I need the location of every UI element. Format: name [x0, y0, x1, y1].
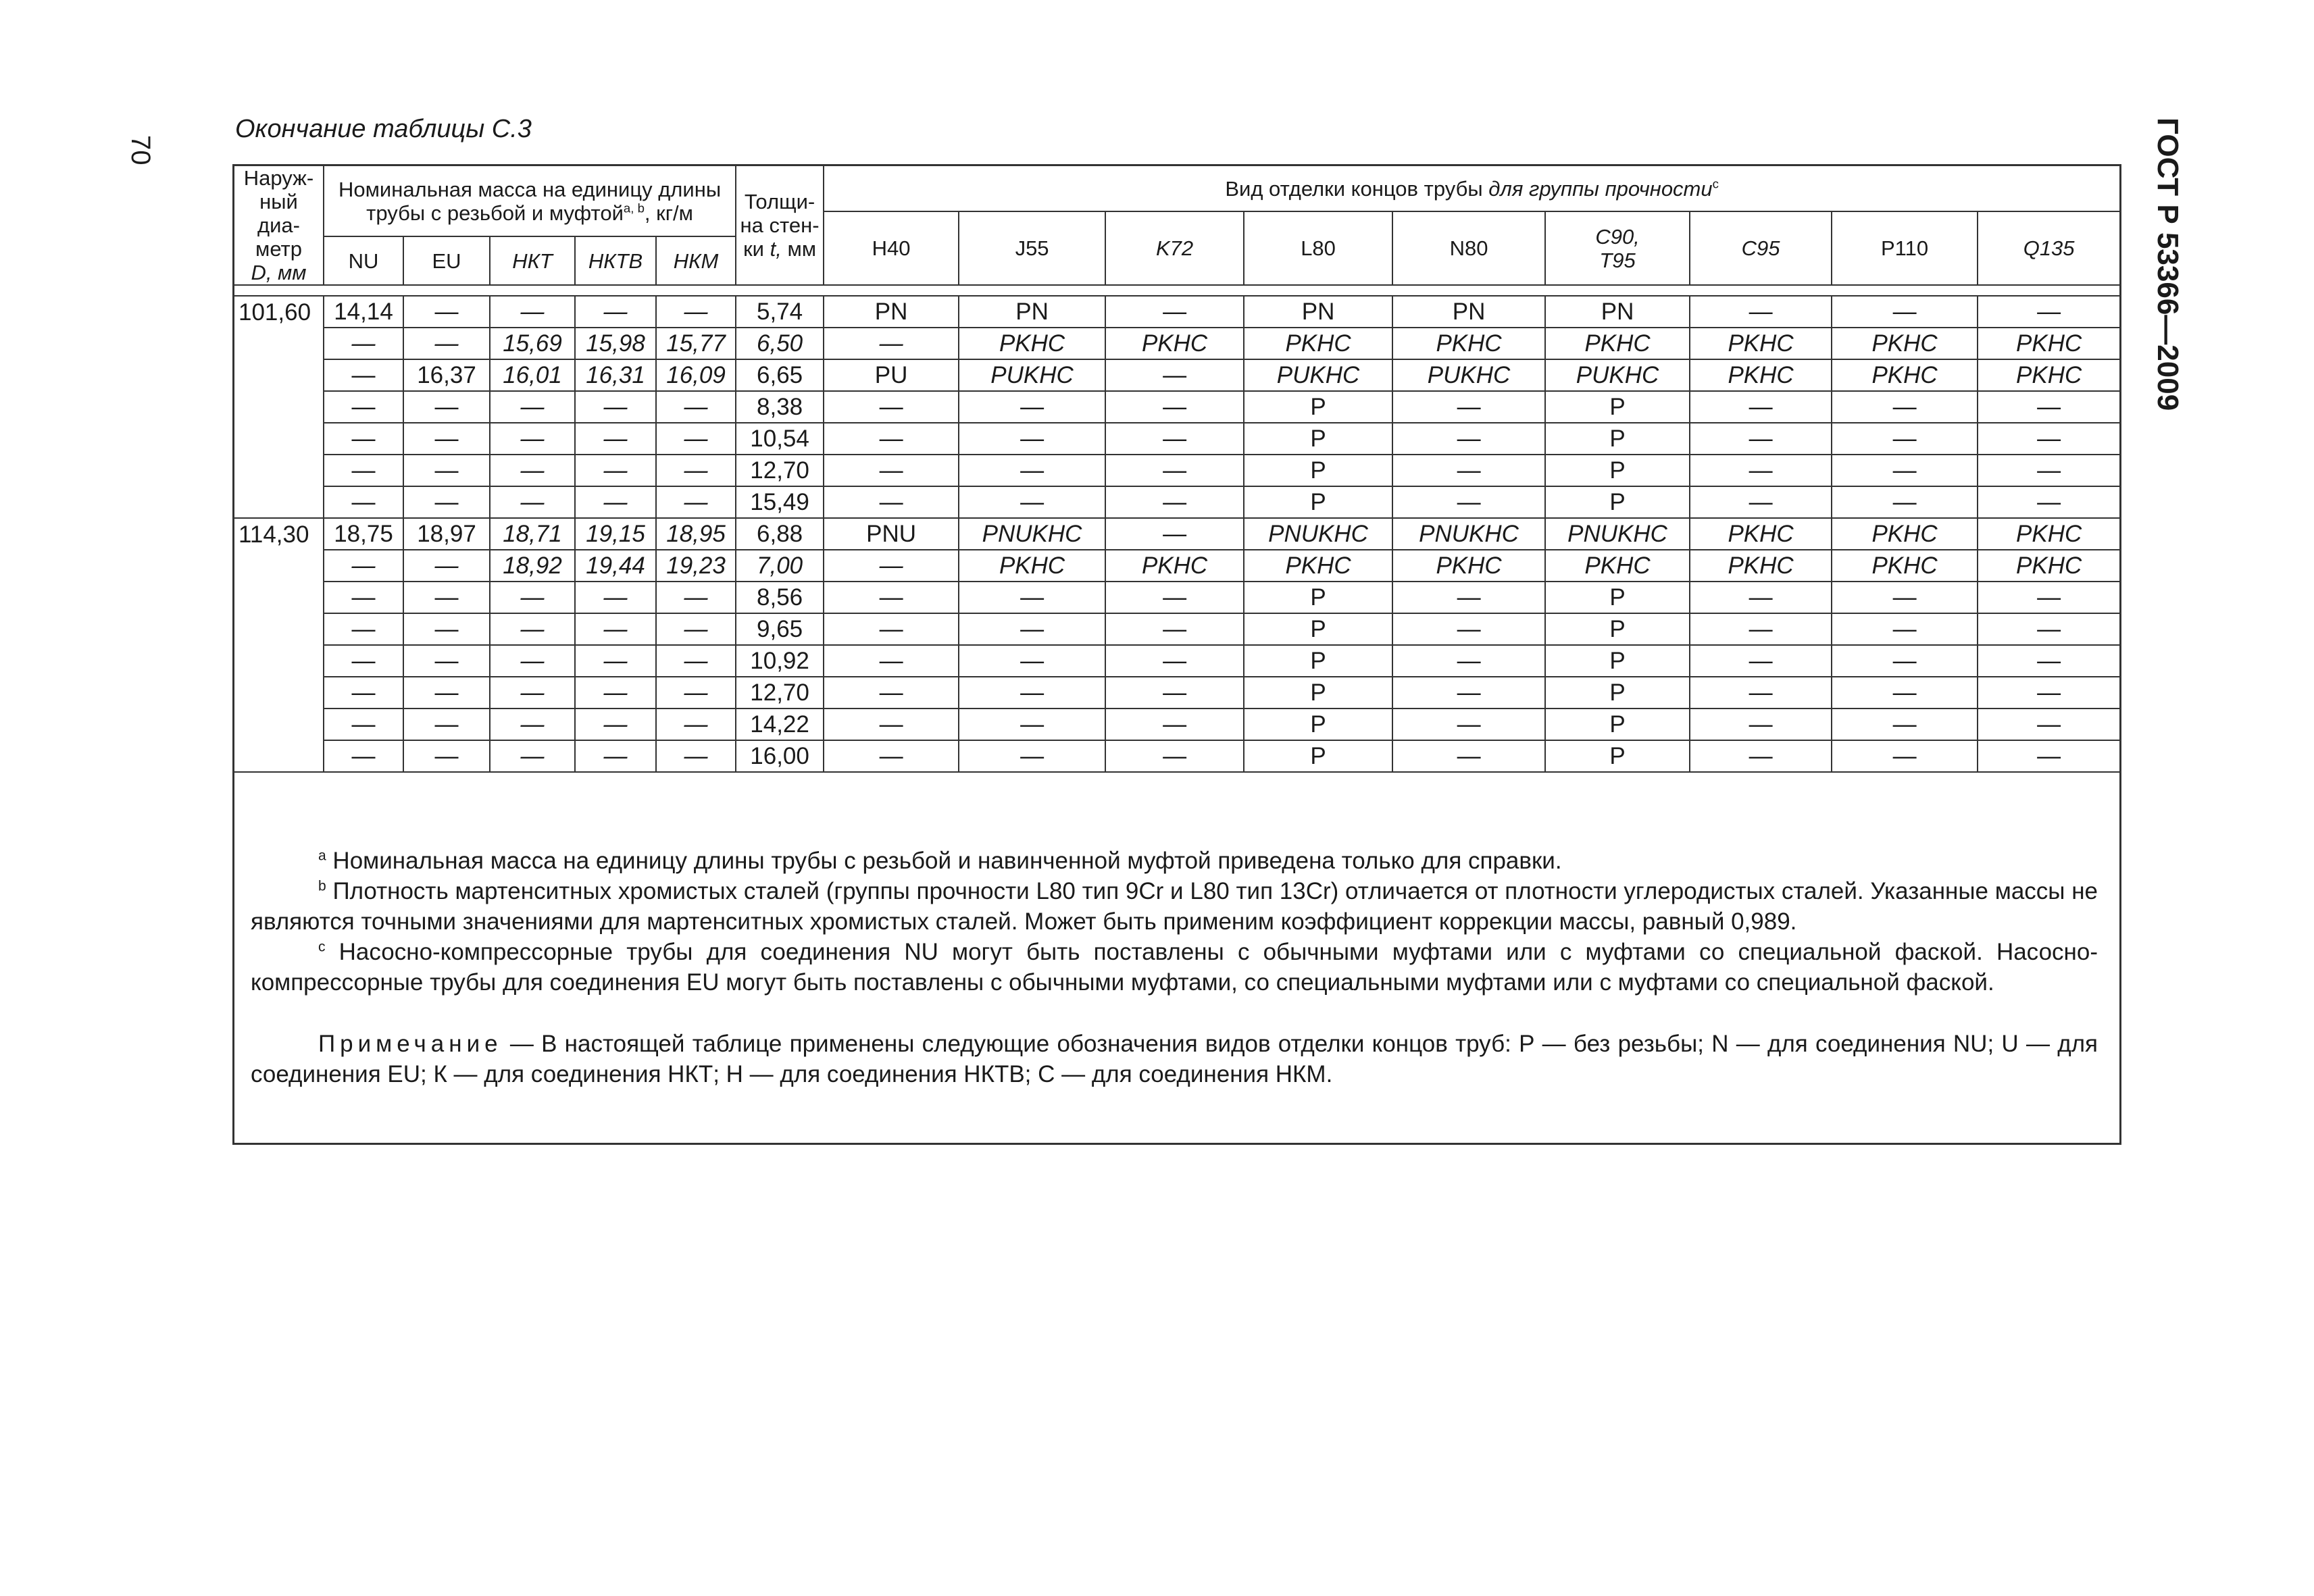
- finish-cell: —: [824, 613, 959, 645]
- finish-cell: —: [1690, 709, 1832, 740]
- finish-cell: P: [1244, 677, 1392, 709]
- finish-cell: PKHC: [1978, 518, 2119, 550]
- mass-cell: —: [490, 391, 575, 423]
- mass-cell: 18,92: [490, 550, 575, 582]
- thickness-cell: 12,70: [736, 677, 824, 709]
- mass-cell: —: [490, 582, 575, 613]
- mass-cell: 14,14: [324, 296, 403, 328]
- finish-cell: —: [1690, 296, 1832, 328]
- mass-cell: —: [403, 423, 490, 455]
- table-row: [234, 518, 2119, 550]
- mass-cell: —: [403, 391, 490, 423]
- finish-cell: PKHC: [1545, 550, 1690, 582]
- finish-cell: PUKHC: [1545, 359, 1690, 391]
- finish-cell: —: [1832, 455, 1978, 486]
- finish-cell: —: [1392, 645, 1545, 677]
- diameter-cell: 101,60: [234, 296, 324, 518]
- note-text: — В настоящей таблице применены следующие обозначения видов отделки концов труб: Р — без резьбы; N — для соединения NU; U — для соединения EU; К — для соединения НКТ; Н — для соединения НКТВ; С — для соединения НКМ.: [251, 1031, 2098, 1087]
- finish-cell: —: [1832, 677, 1978, 709]
- finish-cell: PN: [824, 296, 959, 328]
- finish-cell: PNUKHC: [1392, 518, 1545, 550]
- finish-cell: —: [824, 328, 959, 359]
- mass-group-sup: a, b: [623, 201, 645, 215]
- finish-cell: —: [1978, 296, 2119, 328]
- finish-cell: —: [1105, 709, 1244, 740]
- finish-cell: —: [1105, 645, 1244, 677]
- standard-code: ГОСТ Р 53366—2009: [2151, 118, 2184, 411]
- mass-cell: —: [656, 740, 736, 772]
- mass-col-header: NU: [324, 236, 403, 285]
- mass-cell: —: [324, 709, 403, 740]
- mass-cell: 19,44: [575, 550, 656, 582]
- mass-cell: 15,69: [490, 328, 575, 359]
- finish-cell: —: [1392, 613, 1545, 645]
- finish-cell: —: [1978, 613, 2119, 645]
- finish-cell: P: [1244, 709, 1392, 740]
- finish-cell: —: [1690, 455, 1832, 486]
- finish-group-header: [824, 166, 2119, 211]
- note-label: Примечание: [318, 1031, 503, 1057]
- mass-cell: —: [575, 709, 656, 740]
- finish-cell: PKHC: [1244, 550, 1392, 582]
- mass-cell: —: [575, 296, 656, 328]
- mass-cell: 18,71: [490, 518, 575, 550]
- mass-cell: —: [656, 613, 736, 645]
- finish-cell: —: [959, 677, 1105, 709]
- finish-cell: —: [1978, 645, 2119, 677]
- footnote-b-mark: b: [318, 878, 326, 894]
- mass-cell: —: [490, 423, 575, 455]
- finish-cell: —: [824, 709, 959, 740]
- mass-cell: —: [324, 486, 403, 518]
- finish-cell: P: [1545, 613, 1690, 645]
- mass-cell: —: [403, 709, 490, 740]
- thickness-cell: 12,70: [736, 455, 824, 486]
- finish-cell: PKHC: [1244, 328, 1392, 359]
- thickness-header: [736, 166, 824, 285]
- mass-cell: —: [656, 486, 736, 518]
- table-row: [234, 740, 2119, 772]
- table-row: [234, 359, 2119, 391]
- mass-cell: —: [403, 582, 490, 613]
- mass-group-label: Номинальная масса на единицу длины трубы с резьбой и муфтой: [338, 177, 722, 225]
- mass-cell: 15,98: [575, 328, 656, 359]
- finish-cell: P: [1244, 740, 1392, 772]
- finish-cell: PKHC: [1105, 550, 1244, 582]
- mass-cell: 18,75: [324, 518, 403, 550]
- finish-cell: —: [1105, 391, 1244, 423]
- finish-cell: —: [1832, 296, 1978, 328]
- finish-cell: P: [1545, 423, 1690, 455]
- finish-cell: —: [1690, 391, 1832, 423]
- finish-cell: —: [1690, 582, 1832, 613]
- mass-cell: —: [575, 613, 656, 645]
- finish-cell: PUKHC: [959, 359, 1105, 391]
- mass-cell: —: [403, 296, 490, 328]
- grade-header: P110: [1832, 211, 1978, 285]
- mass-group-unit: , кг/м: [644, 201, 693, 225]
- finish-cell: —: [1105, 613, 1244, 645]
- diameter-header-unit: D, мм: [251, 261, 307, 284]
- finish-cell: PN: [1244, 296, 1392, 328]
- finish-cell: —: [1978, 740, 2119, 772]
- finish-cell: —: [824, 677, 959, 709]
- grade-header: K72: [1105, 211, 1244, 285]
- grade-header: L80: [1244, 211, 1392, 285]
- finish-group-italic: для группы прочности: [1488, 176, 1713, 201]
- finish-cell: P: [1244, 613, 1392, 645]
- finish-cell: P: [1244, 423, 1392, 455]
- mass-cell: —: [656, 645, 736, 677]
- footnote-b-text: Плотность мартенситных хромистых сталей (группы прочности L80 тип 9Cr и L80 тип 13Cr) отличается от плотности углеродистых сталей. Указанные массы не являются точными значениями для мартенситных хромистых сталей. Может быть применим коэффициент коррекции массы, равный 0,989.: [251, 878, 2098, 935]
- mass-cell: —: [656, 455, 736, 486]
- finish-cell: PKHC: [1690, 359, 1832, 391]
- footnote-c-text: Насосно-компрессорные трубы для соединения NU могут быть поставлены с обычными муфтами или с муфтами со специальной фаской. Насосно-компрессорные трубы для соединения EU могут быть поставлены с обычными муфтами, со специальными муфтами или с муфтами со специальной фаской.: [251, 939, 2098, 996]
- mass-cell: —: [490, 455, 575, 486]
- finish-cell: —: [1392, 709, 1545, 740]
- finish-cell: —: [1105, 582, 1244, 613]
- table-row: [234, 455, 2119, 486]
- finish-cell: —: [959, 486, 1105, 518]
- thickness-cell: 6,65: [736, 359, 824, 391]
- mass-cell: 16,01: [490, 359, 575, 391]
- mass-cell: —: [575, 645, 656, 677]
- finish-cell: —: [1392, 391, 1545, 423]
- finish-cell: —: [824, 645, 959, 677]
- mass-cell: 15,77: [656, 328, 736, 359]
- table-row: [234, 550, 2119, 582]
- grade-header: N80: [1392, 211, 1545, 285]
- thickness-cell: 5,74: [736, 296, 824, 328]
- finish-cell: PKHC: [1392, 328, 1545, 359]
- mass-cell: —: [656, 677, 736, 709]
- mass-cell: —: [324, 582, 403, 613]
- footnote-a-text: Номинальная масса на единицу длины трубы с резьбой и навинченной муфтой приведена только для справки.: [326, 848, 1562, 874]
- finish-cell: —: [1105, 677, 1244, 709]
- thickness-cell: 10,92: [736, 645, 824, 677]
- mass-cell: —: [324, 740, 403, 772]
- finish-cell: —: [824, 391, 959, 423]
- finish-cell: —: [1392, 677, 1545, 709]
- mass-cell: —: [403, 486, 490, 518]
- table-row: [234, 677, 2119, 709]
- finish-cell: P: [1545, 740, 1690, 772]
- page-number: 70: [126, 135, 155, 165]
- diameter-header: [234, 166, 324, 285]
- finish-cell: P: [1545, 391, 1690, 423]
- finish-cell: PN: [1392, 296, 1545, 328]
- mass-col-header: НКТ: [490, 236, 575, 285]
- finish-cell: PKHC: [1690, 550, 1832, 582]
- mass-cell: —: [324, 550, 403, 582]
- mass-cell: —: [575, 423, 656, 455]
- finish-cell: —: [959, 645, 1105, 677]
- finish-cell: —: [1690, 740, 1832, 772]
- thickness-header-unit: мм: [787, 237, 817, 261]
- mass-cell: —: [575, 582, 656, 613]
- mass-cell: —: [656, 709, 736, 740]
- finish-cell: —: [1832, 613, 1978, 645]
- table-row: [234, 645, 2119, 677]
- finish-cell: —: [824, 550, 959, 582]
- finish-cell: —: [1978, 677, 2119, 709]
- finish-cell: P: [1545, 455, 1690, 486]
- mass-col-header: EU: [403, 236, 490, 285]
- mass-cell: —: [403, 613, 490, 645]
- table-row: [234, 328, 2119, 359]
- mass-cell: —: [403, 645, 490, 677]
- finish-cell: —: [1105, 740, 1244, 772]
- thickness-header-label: Толщи-на стен-ки: [740, 190, 820, 261]
- finish-cell: PKHC: [1978, 550, 2119, 582]
- thickness-header-symbol: t,: [770, 237, 782, 261]
- diameter-cell: 114,30: [234, 518, 324, 772]
- table-row: [234, 391, 2119, 423]
- finish-cell: —: [824, 455, 959, 486]
- finish-cell: —: [959, 455, 1105, 486]
- mass-cell: —: [575, 455, 656, 486]
- finish-cell: P: [1244, 486, 1392, 518]
- thickness-cell: 10,54: [736, 423, 824, 455]
- mass-cell: —: [403, 550, 490, 582]
- grade-header: H40: [824, 211, 959, 285]
- finish-cell: —: [1105, 455, 1244, 486]
- mass-cell: —: [324, 423, 403, 455]
- mass-cell: —: [324, 613, 403, 645]
- finish-group-label: Вид отделки концов трубы: [1225, 176, 1489, 201]
- finish-cell: —: [1690, 645, 1832, 677]
- mass-cell: —: [324, 677, 403, 709]
- table-notes: [251, 846, 2098, 1089]
- mass-cell: 18,97: [403, 518, 490, 550]
- finish-cell: P: [1545, 709, 1690, 740]
- finish-cell: —: [1832, 709, 1978, 740]
- mass-cell: —: [403, 740, 490, 772]
- table-frame: [232, 164, 2121, 1145]
- thickness-cell: 16,00: [736, 740, 824, 772]
- finish-cell: —: [1832, 582, 1978, 613]
- finish-cell: —: [1832, 423, 1978, 455]
- finish-cell: P: [1244, 582, 1392, 613]
- thickness-cell: 15,49: [736, 486, 824, 518]
- table-row: [234, 296, 2119, 328]
- finish-cell: P: [1545, 486, 1690, 518]
- mass-cell: —: [403, 677, 490, 709]
- finish-cell: —: [1978, 709, 2119, 740]
- finish-cell: P: [1545, 677, 1690, 709]
- table-row: [234, 582, 2119, 613]
- finish-cell: PNUKHC: [1545, 518, 1690, 550]
- finish-cell: PKHC: [959, 328, 1105, 359]
- diameter-header-label: Наруж-ный диа-метр: [243, 166, 314, 261]
- finish-cell: PNU: [824, 518, 959, 550]
- finish-cell: —: [959, 582, 1105, 613]
- mass-cell: 16,09: [656, 359, 736, 391]
- mass-cell: —: [490, 296, 575, 328]
- footnote-a-mark: a: [318, 848, 326, 864]
- mass-cell: 19,15: [575, 518, 656, 550]
- finish-cell: —: [959, 423, 1105, 455]
- finish-cell: —: [1978, 582, 2119, 613]
- thickness-cell: 6,50: [736, 328, 824, 359]
- mass-cell: —: [490, 709, 575, 740]
- mass-cell: —: [324, 359, 403, 391]
- grade-header: C95: [1690, 211, 1832, 285]
- finish-cell: PKHC: [1832, 518, 1978, 550]
- finish-cell: —: [1105, 359, 1244, 391]
- finish-cell: —: [1105, 486, 1244, 518]
- thickness-cell: 8,38: [736, 391, 824, 423]
- finish-cell: —: [824, 423, 959, 455]
- table-note: [251, 1029, 2098, 1089]
- finish-cell: PNUKHC: [1244, 518, 1392, 550]
- mass-cell: —: [403, 455, 490, 486]
- table-row: [234, 486, 2119, 518]
- table-row: [234, 709, 2119, 740]
- finish-cell: —: [1690, 613, 1832, 645]
- finish-cell: —: [1392, 423, 1545, 455]
- finish-cell: —: [824, 486, 959, 518]
- mass-group-header: [324, 166, 736, 236]
- finish-cell: —: [1832, 740, 1978, 772]
- finish-cell: —: [824, 740, 959, 772]
- finish-cell: —: [1690, 677, 1832, 709]
- finish-cell: PKHC: [959, 550, 1105, 582]
- finish-cell: P: [1244, 391, 1392, 423]
- thickness-cell: 7,00: [736, 550, 824, 582]
- mass-cell: —: [324, 328, 403, 359]
- finish-group-sup: c: [1712, 176, 1719, 191]
- mass-col-header: НКТВ: [575, 236, 656, 285]
- finish-cell: —: [1832, 486, 1978, 518]
- mass-cell: —: [324, 645, 403, 677]
- finish-cell: PKHC: [1832, 359, 1978, 391]
- mass-cell: —: [324, 455, 403, 486]
- mass-cell: —: [324, 391, 403, 423]
- finish-cell: PKHC: [1978, 359, 2119, 391]
- mass-cell: —: [656, 423, 736, 455]
- finish-cell: —: [1392, 455, 1545, 486]
- footnote-c-mark: c: [318, 939, 326, 955]
- finish-cell: PUKHC: [1392, 359, 1545, 391]
- finish-cell: PKHC: [1545, 328, 1690, 359]
- table-body: [234, 296, 2119, 772]
- mass-col-header: НКМ: [656, 236, 736, 285]
- finish-cell: —: [824, 582, 959, 613]
- footnote-b: [251, 876, 2098, 937]
- finish-cell: —: [1392, 582, 1545, 613]
- mass-cell: 19,23: [656, 550, 736, 582]
- finish-cell: PKHC: [1832, 550, 1978, 582]
- mass-cell: —: [575, 391, 656, 423]
- finish-cell: P: [1244, 455, 1392, 486]
- table-row: [234, 613, 2119, 645]
- finish-cell: P: [1244, 645, 1392, 677]
- finish-cell: P: [1545, 645, 1690, 677]
- mass-cell: —: [656, 582, 736, 613]
- finish-cell: PN: [1545, 296, 1690, 328]
- mass-cell: 16,31: [575, 359, 656, 391]
- finish-cell: PKHC: [1690, 518, 1832, 550]
- mass-cell: —: [575, 486, 656, 518]
- finish-cell: —: [959, 740, 1105, 772]
- finish-cell: PKHC: [1832, 328, 1978, 359]
- finish-cell: —: [1690, 486, 1832, 518]
- finish-cell: —: [1832, 645, 1978, 677]
- finish-cell: PKHC: [1392, 550, 1545, 582]
- finish-cell: —: [1978, 391, 2119, 423]
- mass-cell: 16,37: [403, 359, 490, 391]
- mass-cell: —: [490, 613, 575, 645]
- header-spacer: [234, 285, 2119, 296]
- mass-cell: —: [575, 740, 656, 772]
- finish-cell: PKHC: [1105, 328, 1244, 359]
- finish-cell: —: [1392, 740, 1545, 772]
- footnote-c: [251, 937, 2098, 998]
- finish-cell: PUKHC: [1244, 359, 1392, 391]
- finish-cell: —: [959, 709, 1105, 740]
- mass-cell: 18,95: [656, 518, 736, 550]
- finish-cell: PKHC: [1690, 328, 1832, 359]
- footnote-a: [251, 846, 2098, 876]
- finish-cell: —: [1832, 391, 1978, 423]
- mass-cell: —: [490, 645, 575, 677]
- finish-cell: —: [959, 613, 1105, 645]
- finish-cell: —: [1690, 423, 1832, 455]
- thickness-cell: 14,22: [736, 709, 824, 740]
- finish-cell: PN: [959, 296, 1105, 328]
- finish-cell: —: [1392, 486, 1545, 518]
- finish-cell: —: [1978, 486, 2119, 518]
- mass-cell: —: [656, 296, 736, 328]
- table-row: [234, 423, 2119, 455]
- finish-cell: PKHC: [1978, 328, 2119, 359]
- mass-cell: —: [403, 328, 490, 359]
- grade-header: C90, T95: [1545, 211, 1690, 285]
- finish-cell: P: [1545, 582, 1690, 613]
- mass-cell: —: [490, 677, 575, 709]
- thickness-cell: 6,88: [736, 518, 824, 550]
- finish-cell: —: [959, 391, 1105, 423]
- finish-cell: PU: [824, 359, 959, 391]
- grade-header: Q135: [1978, 211, 2119, 285]
- mass-cell: —: [490, 486, 575, 518]
- mass-cell: —: [575, 677, 656, 709]
- mass-cell: —: [490, 740, 575, 772]
- mass-cell: —: [656, 391, 736, 423]
- table-caption: Окончание таблицы С.3: [235, 115, 532, 143]
- pipe-table: [234, 166, 2119, 773]
- finish-cell: —: [1105, 296, 1244, 328]
- thickness-cell: 8,56: [736, 582, 824, 613]
- finish-cell: PNUKHC: [959, 518, 1105, 550]
- finish-cell: —: [1105, 518, 1244, 550]
- table-header: [234, 166, 2119, 296]
- finish-cell: —: [1978, 423, 2119, 455]
- grade-header: J55: [959, 211, 1105, 285]
- thickness-cell: 9,65: [736, 613, 824, 645]
- finish-cell: —: [1978, 455, 2119, 486]
- finish-cell: —: [1105, 423, 1244, 455]
